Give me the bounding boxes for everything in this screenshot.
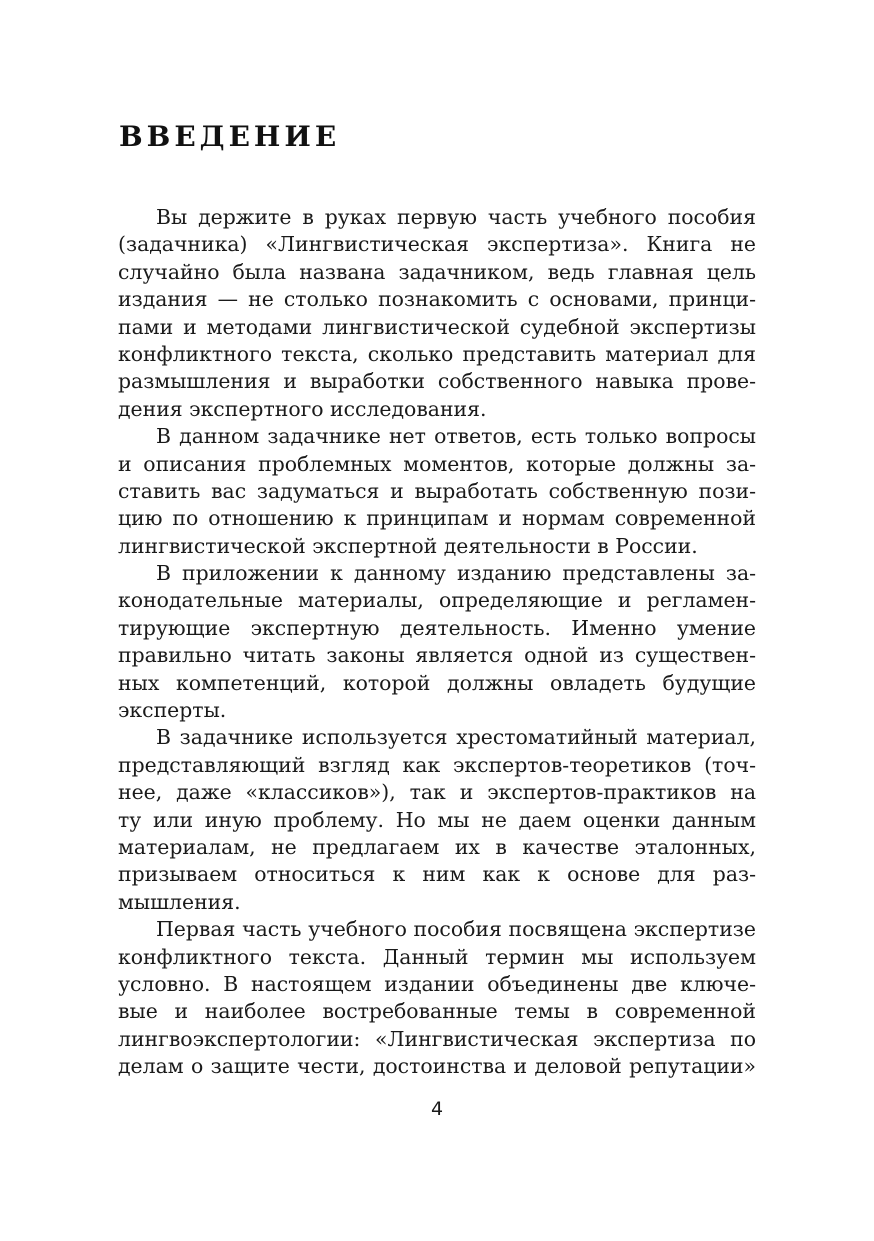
- chapter-heading: ВВЕДЕНИЕ: [119, 120, 341, 153]
- body-text: [118, 204, 756, 1081]
- text-line: Первая часть учебного пособия посвящена экспертизе: [156, 917, 756, 942]
- text-line: конфликтного текста. Данный термин мы используем: [118, 944, 756, 969]
- text-line: ставить вас задуматься и выработать собственную пози-: [118, 478, 756, 503]
- text-line: делам о защите чести, достоинства и деловой репутации»: [118, 1054, 756, 1079]
- text-line: конфликтного текста, сколько представить материал для: [118, 341, 756, 366]
- text-line: мышления.: [118, 889, 241, 914]
- paragraph-3: [118, 560, 756, 724]
- text-line: ту или иную проблему. Но мы не даем оценки данным: [118, 807, 756, 832]
- text-line: призываем относиться к ним как к основе для раз-: [118, 862, 756, 887]
- text-line: нее, даже «классиков»), так и экспертов-практиков на: [118, 780, 756, 805]
- paragraph-4: [118, 724, 756, 916]
- text-line: В данном задачнике нет ответов, есть только вопросы: [156, 424, 756, 449]
- paragraph-2: [118, 423, 756, 560]
- text-line: правильно читать законы является одной из существен-: [118, 643, 756, 668]
- text-line: лингвистической экспертной деятельности в России.: [118, 533, 698, 558]
- text-line: и описания проблемных моментов, которые должны за-: [118, 451, 756, 476]
- text-line: случайно была названа задачником, ведь главная цель: [118, 259, 756, 284]
- text-line: издания — не столько познакомить с основами, принци-: [118, 287, 756, 312]
- page-number: 4: [430, 1098, 444, 1120]
- text-line: Вы держите в руках первую часть учебного пособия: [156, 205, 756, 229]
- text-line: конодательные материалы, определяющие и регламен-: [118, 588, 756, 613]
- text-line: ных компетенций, которой должны овладеть будущие: [118, 670, 756, 695]
- text-line: пами и методами лингвистической судебной экспертизы: [118, 314, 756, 339]
- paragraph-5: [118, 916, 756, 1080]
- text-line: материалам, не предлагаем их в качестве эталонных,: [118, 834, 756, 859]
- text-line: В приложении к данному изданию представлены за-: [156, 561, 756, 586]
- text-line: дения экспертного исследования.: [118, 396, 487, 421]
- text-line: лингвоэкспертологии: «Лингвистическая экспертиза по: [118, 1026, 756, 1051]
- text-line: цию по отношению к принципам и нормам современной: [118, 506, 756, 531]
- text-line: вые и наиболее востребованные темы в современной: [118, 999, 756, 1024]
- text-line: В задачнике используется хрестоматийный материал,: [156, 725, 756, 750]
- text-line: эксперты.: [118, 698, 227, 723]
- text-line: представляющий взгляд как экспертов-теоретиков (точ-: [118, 752, 756, 777]
- text-line: размышления и выработки собственного навыка прове-: [118, 369, 756, 394]
- paragraph-1: [118, 204, 756, 423]
- text-line: условно. В настоящем издании объединены две ключе-: [118, 971, 756, 996]
- text-line: тирующие экспертную деятельность. Именно умение: [118, 615, 756, 640]
- text-line: (задачника) «Лингвистическая экспертиза». Книга не: [118, 232, 756, 257]
